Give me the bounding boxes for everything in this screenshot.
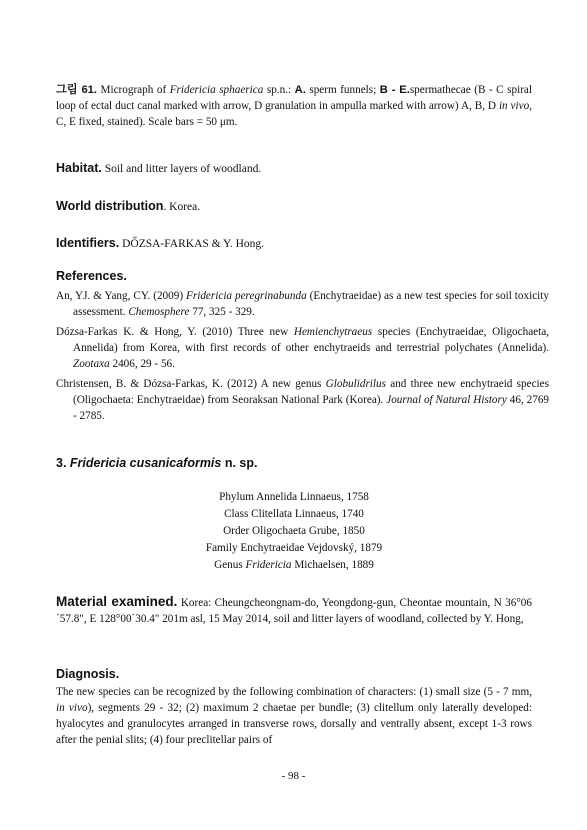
references-heading: References. [56, 269, 127, 283]
section-title: 3. Fridericia cusanicaformis n. sp. [56, 456, 258, 470]
habitat: Habitat. Soil and litter layers of woodland. [56, 161, 262, 175]
panel-a-label: A. [294, 84, 306, 96]
diagnosis-heading: Diagnosis. [56, 667, 120, 681]
taxonomy-class: Class Clitellata Linnaeus, 1740 [224, 508, 364, 520]
panel-be-label: B - E. [379, 84, 410, 96]
taxonomy-phylum: Phylum Annelida Linnaeus, 1758 [219, 491, 369, 503]
reference-item: Christensen, B. & Dózsa-Farkas, K. (2012) A new genus Globulidrilus and three new enchytraeid species (Oligochaeta: Enchytraeidae) from Seoraksan National Park (Korea). Journal of Natural History 46, 2769 - 2785. [56, 378, 550, 422]
reference-item: Dózsa-Farkas K. & Hong, Y. (2010) Three new Hemienchytraeus species (Enchytraeidae, Oligochaeta, Annelida) from Korea, with first records of other enchytraeids and terrestrial polychates (Annelida). Zootaxa 2406, 29 - 56. [56, 326, 550, 370]
material-examined: Material examined. Korea: Cheungcheongnam-do, Yeongdong-gun, Cheontae mountain, N 36°06´57.8", E 128°00´30.4" 201m asl, 15 May 2014, soil and litter layers of woodland, collected by Y. Hong, [56, 594, 532, 625]
page-number: - 98 - [281, 770, 306, 782]
world-distribution: World distribution. Korea. [56, 199, 201, 213]
taxonomy-block [56, 489, 532, 574]
taxonomy-order: Order Oligochaeta Grube, 1850 [223, 525, 365, 537]
taxonomy-family: Family Enchytraeidae Vejdovský, 1879 [205, 542, 383, 554]
reference-item: An, YJ. & Yang, CY. (2009) Fridericia peregrinabunda (Enchytraeidae) as a new test species for soil toxicity assessment. Chemosphere 77, 325 - 329. [56, 290, 549, 318]
habitat-label: Habitat. [56, 161, 102, 175]
material-label: Material examined. [56, 594, 178, 609]
figure-caption: 그림 61. Micrograph of Fridericia sphaerica sp.n.: A. sperm funnels; B - E.spermathecae (B - C spiral loop of ectal duct canal marked with arrow, D granulation in ampulla marked with arrow) A, B, D in vivo, C, E fixed, stained). Scale bars = 50 μm. [56, 84, 533, 128]
section-species: Fridericia cusanicaformis [69, 456, 222, 470]
species-name: Fridericia sphaerica [169, 84, 264, 96]
taxonomy-genus: Genus Fridericia Michaelsen, 1889 [214, 559, 374, 571]
identifiers-label: Identifiers. [56, 236, 120, 250]
diagnosis-text: The new species can be recognized by the following combination of characters: (1) small size (5 - 7 mm, in vivo), segments 29 - 32; (2) maximum 2 chaetae per bundle; (3) clitellum only laterally developed: hyalocytes and granulocytes arranged in transverse rows, dorsally and ventrally absent, except 1-3 rows after the penial slits; (4) four preclitellar pairs of [56, 686, 532, 746]
world-distribution-label: World distribution [56, 199, 164, 213]
identifiers: Identifiers. DŐZSA-FARKAS & Y. Hong. [56, 236, 265, 250]
figure-label: 그림 61. [56, 84, 97, 96]
